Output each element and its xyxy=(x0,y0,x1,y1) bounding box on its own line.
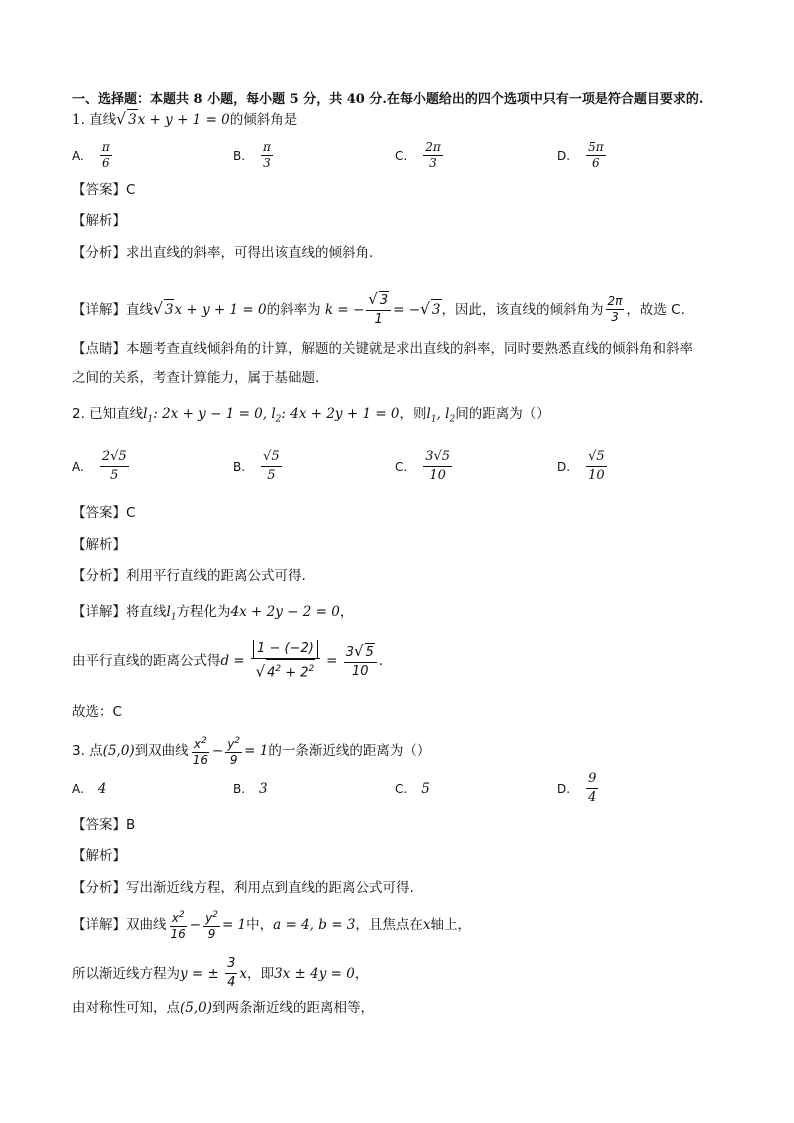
q1-stem-prefix: 1. 直线 xyxy=(72,112,117,128)
q3-stem: 3. 点 (5,0) 到双曲线 $\frac{x^2}{16}$ − $\frac{y^2}{9}$ = 1 的一条渐近线的距离为（） xyxy=(72,736,431,767)
q2-formula: 由平行直线的距离公式得 d = $\frac{1 - (-2)}{√ 4^2 + 2^2}$ = $\frac{3√ 5}{10}$ . xyxy=(72,641,384,681)
q2-option-d: D. $\frac{√5}{10}$ xyxy=(557,449,605,483)
q2-conclusion: 故选：C xyxy=(72,704,122,720)
q3-option-c: C. 5 xyxy=(395,781,430,797)
q2-stem: 2. 已知直线$l_1$: 2x + y − 1 = 0, $l_2$: 4x + 2y + 1 = 0，则$l_1$, $l_2$间的距离为（） xyxy=(72,406,550,425)
q1-stem xyxy=(72,109,297,130)
q3-option-d: D. $\frac{9}{4}$ xyxy=(557,771,597,805)
q1-option-a: A. $\frac{\pi}{6}$ xyxy=(72,140,110,170)
q3-option-b: B. 3 xyxy=(233,781,268,797)
q2-fenxi: 【分析】利用平行直线的距离公式可得. xyxy=(72,568,306,584)
q3-analysis-tag: 【解析】 xyxy=(72,848,126,864)
q2-answer: 【答案】C xyxy=(72,505,136,521)
q1-fenxi: 【分析】求出直线的斜率，可得出该直线的倾斜角. xyxy=(72,245,374,261)
q3-option-a: A. 4 xyxy=(72,781,107,797)
q2-option-b: B. $\frac{√5}{5}$ xyxy=(233,449,280,483)
q2-option-c: C. $\frac{3√5}{10}$ xyxy=(395,449,451,483)
q2-analysis-tag: 【解析】 xyxy=(72,537,126,553)
q1-stem-suffix: 的倾斜角是 xyxy=(229,112,298,128)
q1-option-c: C. $\frac{2\pi}{3}$ xyxy=(395,140,441,170)
q1-dianjing-line2: 之间的关系，考查计算能力，属于基础题. xyxy=(72,370,320,386)
q3-xiangjie: 【详解】双曲线 $\frac{x^2}{16}$ − $\frac{y^2}{9}$ = 1 中， a = 4, b = 3 ，且焦点在 x 轴上， xyxy=(72,910,472,941)
q3-asymptote: 所以渐近线方程为 y = ± $\frac{3}{4}$ x ，即 3x ± 4y = 0 ， xyxy=(72,956,369,990)
q1-xiangjie: 【详解】直线 √ 3x + y + 1 = 0 的斜率为 k = − $\frac{√ 3}{1}$ = −√ 3 ，因此，该直线的倾斜角为 $\frac{2\pi}{3}$ ，故选 C. xyxy=(72,290,685,327)
q3-fenxi: 【分析】写出渐近线方程，利用点到直线的距离公式可得. xyxy=(72,880,414,896)
q3-answer: 【答案】B xyxy=(72,817,136,833)
q1-analysis-tag: 【解析】 xyxy=(72,213,126,229)
q1-stem-expr: √ 3x + y + 1 = 0 xyxy=(116,110,230,128)
q2-xiangjie: 【详解】将直线$l_1$方程化为4x + 2y − 2 = 0， xyxy=(72,604,354,623)
q2-option-a: A. $\frac{2√5}{5}$ xyxy=(72,449,127,483)
q1-option-b: B. $\frac{\pi}{3}$ xyxy=(233,140,271,170)
q3-symmetry: 由对称性可知，点(5,0)到两条渐近线的距离相等， xyxy=(72,1000,375,1016)
section-title: 一、选择题：本题共 8 小题，每小题 5 分，共 40 分.在每小题给出的四个选项中只有一项是符合题目要求的. xyxy=(72,92,704,107)
q1-option-d: D. $\frac{5\pi}{6}$ xyxy=(557,140,604,170)
q1-dianjing-line1: 【点睛】本题考查直线倾斜角的计算，解题的关键就是求出直线的斜率，同时要熟悉直线的倾斜角和斜率 xyxy=(72,341,693,357)
q1-answer: 【答案】C xyxy=(72,182,136,198)
